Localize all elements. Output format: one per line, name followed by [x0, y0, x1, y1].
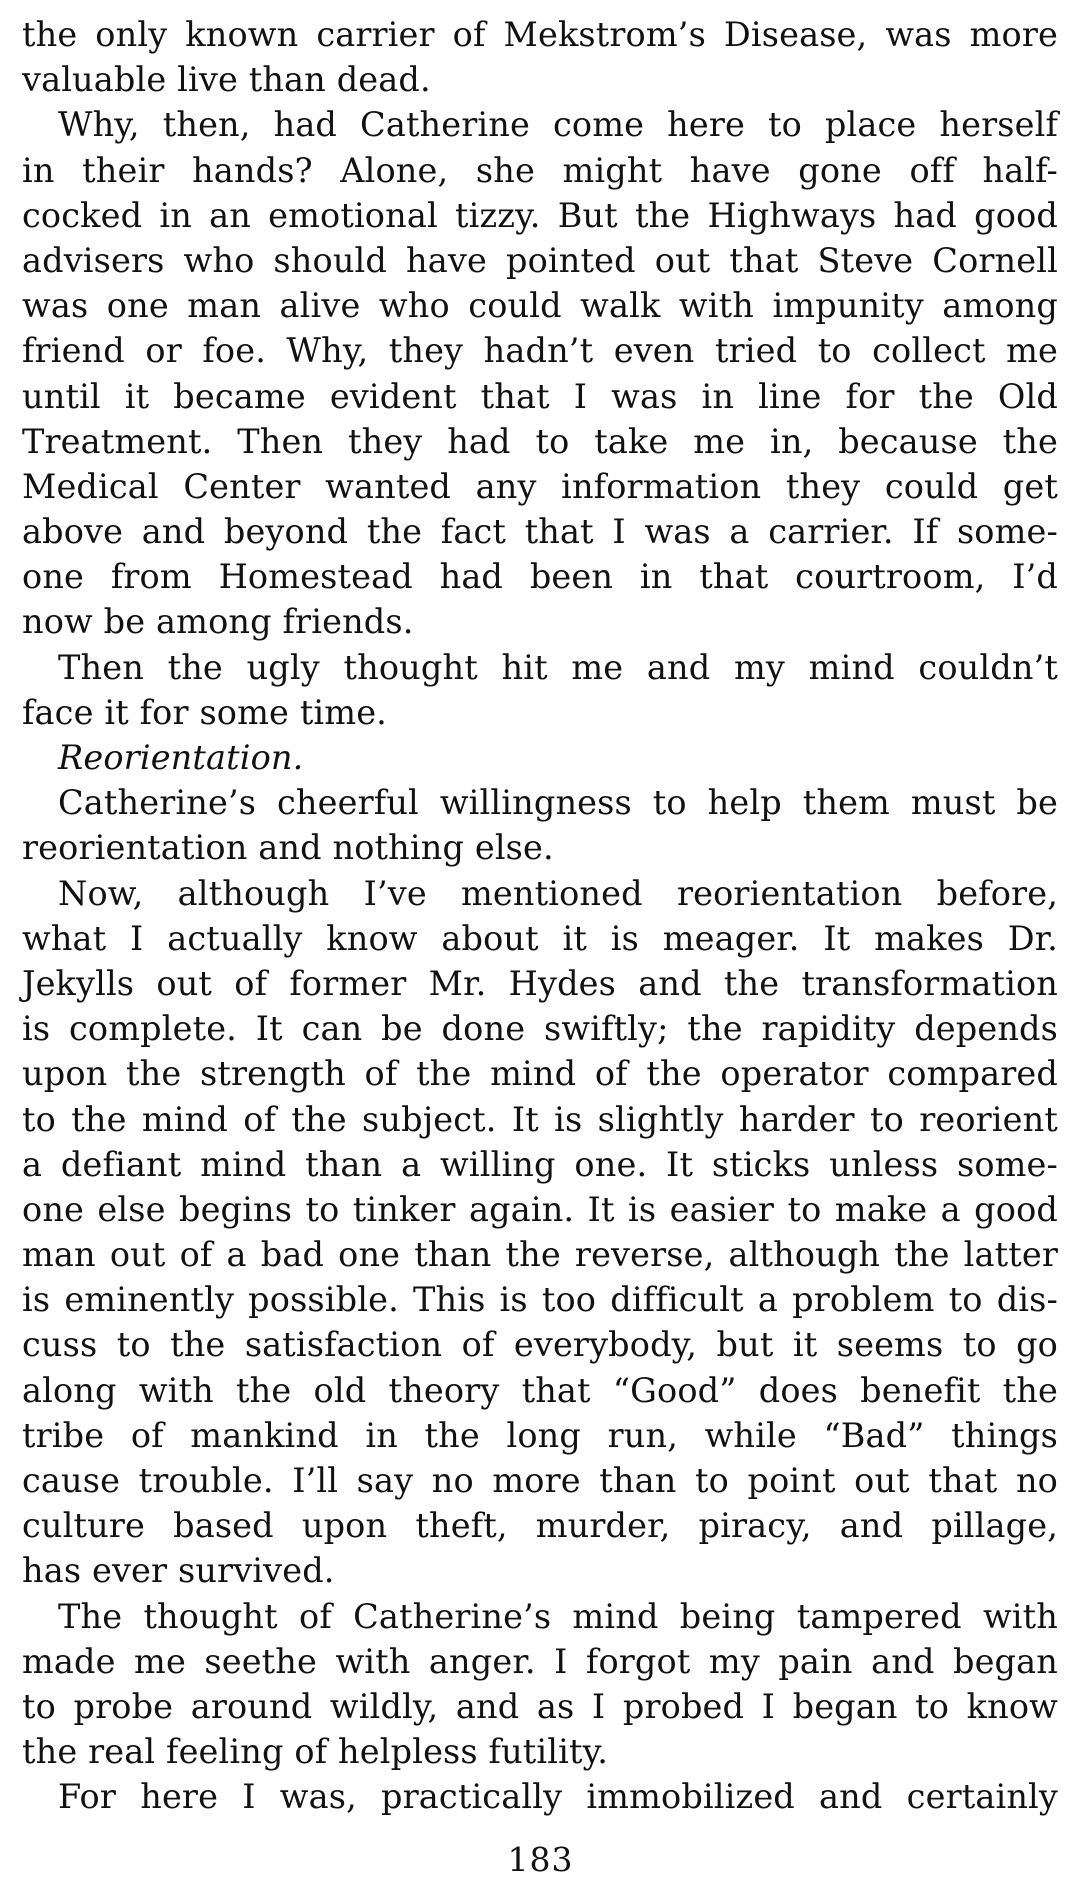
text-line: one else begins to tinker again. It is easier to make a good — [22, 1189, 1058, 1229]
text-line: friend or foe. Why, they hadn’t even tried to collect me — [22, 331, 1058, 371]
text-line: along with the old theory that “Good” does benefit the — [22, 1370, 1058, 1410]
text-line: has ever survived. — [22, 1551, 335, 1591]
text-line: a defiant mind than a willing one. It sticks unless some- — [22, 1144, 1058, 1184]
text-line: Jekylls out of former Mr. Hydes and the transformation — [22, 963, 1058, 1003]
text-line: man out of a bad one than the reverse, although the latter — [22, 1235, 1058, 1275]
text-line: in their hands? Alone, she might have gone off half- — [22, 150, 1058, 190]
text-line: above and beyond the fact that I was a carrier. If some- — [22, 512, 1058, 552]
text-line: Then the ugly thought hit me and my mind couldn’t — [58, 647, 1058, 687]
text-line: cause trouble. I’ll say no more than to point out that no — [22, 1461, 1058, 1500]
text-line: one from Homestead had been in that courtroom, I’d — [22, 557, 1058, 597]
text-line: until it became evident that I was in line for the Old — [22, 376, 1058, 416]
text-line: Now, although I’ve mentioned reorientation before, — [58, 873, 1058, 913]
text-line: the only known carrier of Mekstrom’s Disease, was more — [22, 15, 1058, 54]
text-line: For here I was, practically immobilized and certainly — [58, 1777, 1058, 1817]
text-line: was one man alive who could walk with impunity among — [22, 286, 1058, 326]
text-line: The thought of Catherine’s mind being tampered with — [58, 1596, 1058, 1636]
text-line: Medical Center wanted any information they could get — [22, 466, 1058, 506]
text-line: reorientation and nothing else. — [22, 828, 554, 868]
text-line: cuss to the satisfaction of everybody, but it seems to go — [22, 1325, 1058, 1365]
text-line: culture based upon theft, murder, piracy, and pillage, — [22, 1506, 1058, 1546]
text-line: valuable live than dead. — [22, 60, 431, 100]
text-line: to the mind of the subject. It is slightly harder to reorient — [22, 1099, 1058, 1139]
italic-text-line: Reorientation. — [58, 738, 304, 777]
text-line: cocked in an emotional tizzy. But the Highways had good — [22, 195, 1058, 235]
body-text — [22, 12, 1058, 1820]
text-line: is complete. It can be done swiftly; the rapidity depends — [22, 1009, 1058, 1049]
text-line: tribe of mankind in the long run, while “Bad” things — [22, 1415, 1058, 1455]
page-number: 183 — [507, 1840, 574, 1879]
text-line: Why, then, had Catherine come here to place herself — [58, 105, 1058, 145]
text-line: advisers who should have pointed out that Steve Cornell — [22, 240, 1058, 280]
text-line: face it for some time. — [22, 692, 387, 732]
text-line: now be among friends. — [22, 602, 414, 642]
text-line: what I actually know about it is meager. It makes Dr. — [22, 918, 1058, 958]
text-line: made me seethe with anger. I forgot my pain and began — [22, 1641, 1058, 1681]
text-line: the real feeling of helpless futility. — [22, 1732, 609, 1772]
text-line: is eminently possible. This is too difficult a problem to dis- — [22, 1280, 1058, 1320]
text-line: to probe around wildly, and as I probed I began to know — [22, 1686, 1058, 1726]
text-line: Catherine’s cheerful willingness to help them must be — [58, 783, 1058, 823]
text-line: upon the strength of the mind of the operator compared — [22, 1054, 1058, 1094]
text-line: Treatment. Then they had to take me in, because the — [22, 421, 1058, 461]
